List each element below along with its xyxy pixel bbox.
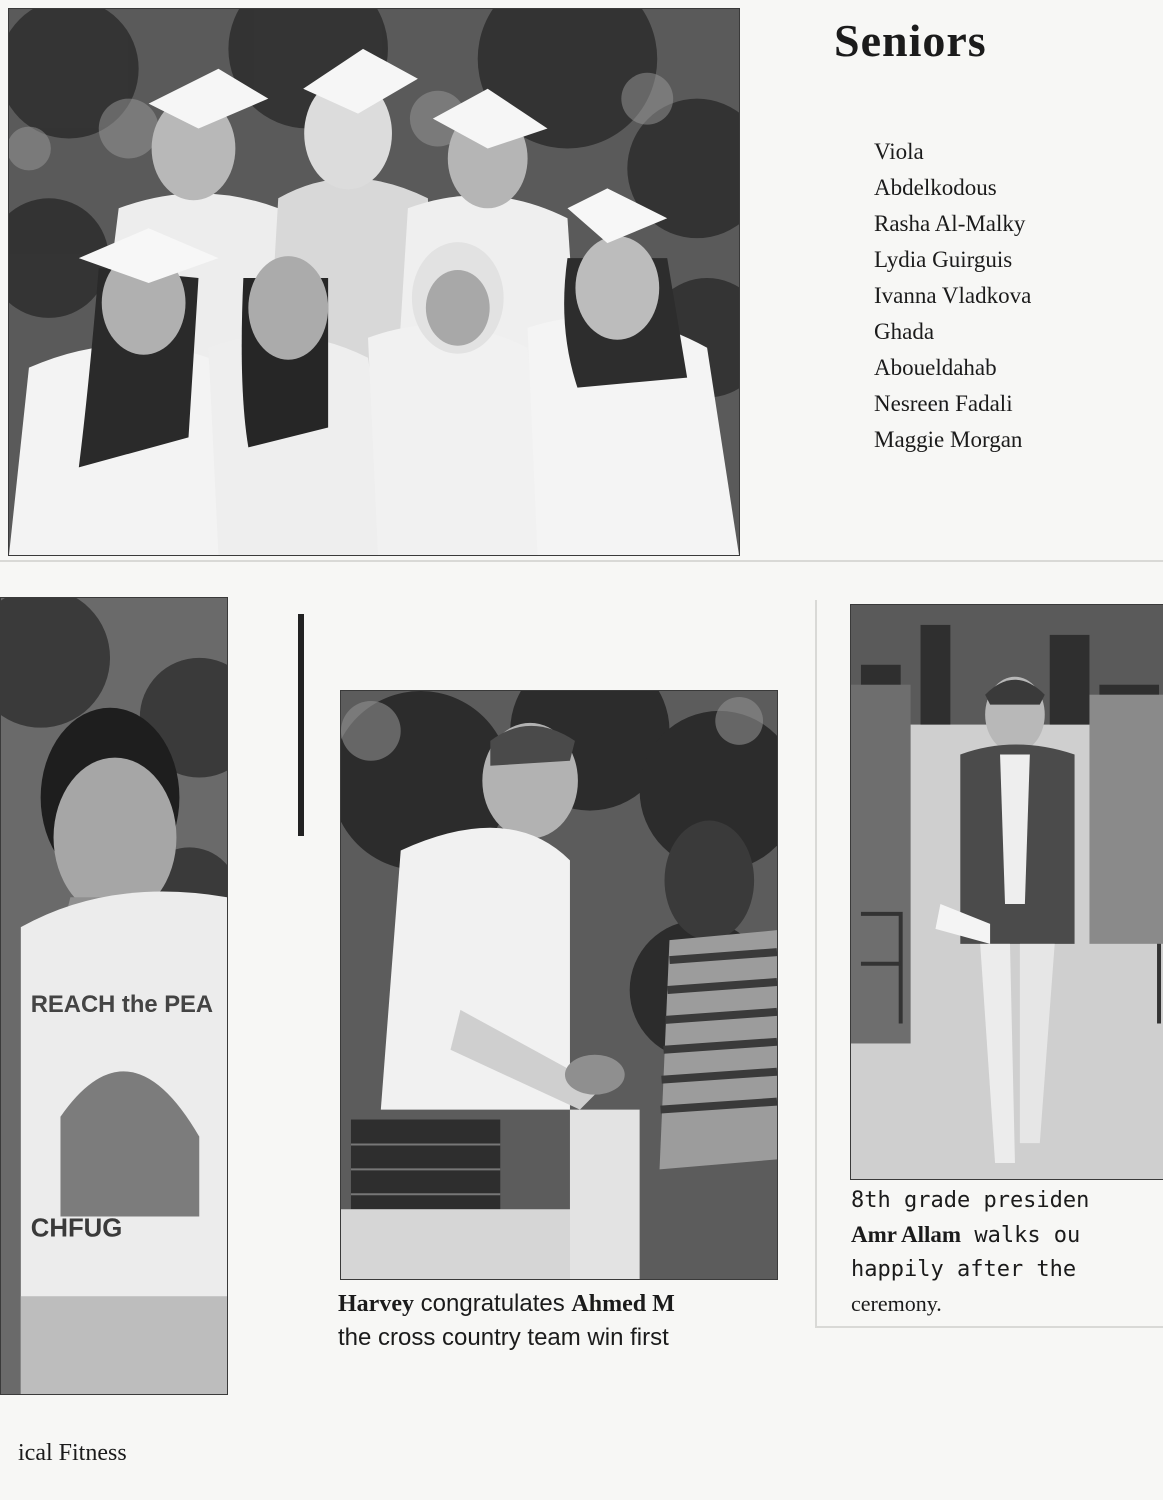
shirt-print-text: REACH the PEA bbox=[30, 990, 214, 1018]
caption-line-1: 8th grade presiden bbox=[851, 1188, 1090, 1213]
list-item: Abdelkodous bbox=[874, 175, 997, 200]
caption-text: walks ou bbox=[961, 1223, 1081, 1248]
president-caption bbox=[851, 1184, 1145, 1321]
caption-line-4: ceremony. bbox=[851, 1291, 942, 1316]
caption-name: Harvey bbox=[338, 1291, 414, 1317]
list-item: Ghada bbox=[874, 319, 935, 344]
fitness-caption: ical Fitness bbox=[18, 1440, 127, 1466]
fitness-photo bbox=[0, 597, 228, 1395]
page-title: Seniors bbox=[834, 15, 987, 66]
caption-line-3: happily after the bbox=[851, 1257, 1077, 1282]
list-item: Aboueldahab bbox=[874, 355, 997, 380]
paper-edge bbox=[815, 1326, 1163, 1328]
handshake-caption bbox=[338, 1287, 778, 1354]
seniors-group-photo bbox=[8, 8, 740, 556]
paper-edge bbox=[815, 600, 817, 1328]
caption-line-1 bbox=[338, 1287, 778, 1321]
caption-line-2: the cross country team win first bbox=[338, 1324, 669, 1351]
list-item: Lydia Guirguis bbox=[874, 247, 1013, 272]
list-item: Maggie Morgan bbox=[874, 427, 1023, 452]
seniors-name-list bbox=[874, 134, 1031, 458]
shirt-print-text: CHFUG bbox=[30, 1214, 123, 1243]
caption-line-2 bbox=[851, 1218, 1145, 1253]
list-item: Rasha Al-Malky bbox=[874, 211, 1026, 236]
caption-name: Amr Allam bbox=[851, 1222, 962, 1247]
list-item: Ivanna Vladkova bbox=[874, 283, 1032, 308]
president-photo bbox=[850, 604, 1163, 1180]
caption-name: Ahmed M bbox=[571, 1291, 675, 1317]
handshake-photo bbox=[340, 690, 778, 1280]
list-item: Nesreen Fadali bbox=[874, 391, 1013, 416]
caption-text: congratulates bbox=[413, 1290, 572, 1317]
paper-edge bbox=[0, 560, 1163, 562]
clipping-edge-mark bbox=[298, 614, 304, 836]
list-item: Viola bbox=[874, 139, 924, 164]
